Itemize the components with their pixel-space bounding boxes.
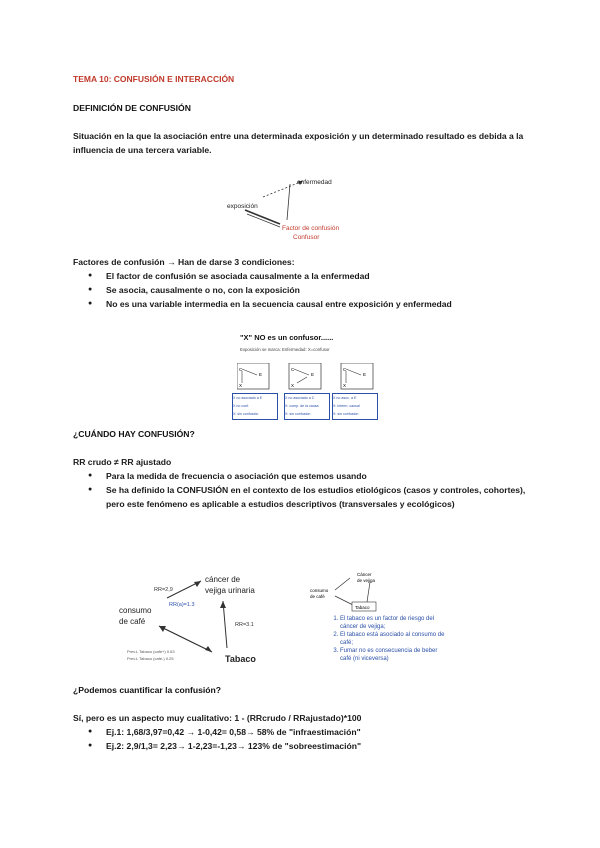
diagram2-col-1: X no asociado a E X no conf. X: sin confusión	[232, 393, 278, 420]
section-heading-cuando: ¿CUÁNDO HAY CONFUSIÓN?	[73, 429, 195, 439]
svg-text:C: C	[343, 367, 347, 372]
svg-text:RR(a)=1.3: RR(a)=1.3	[169, 602, 195, 608]
section-heading-definicion: DEFINICIÓN DE CONFUSIÓN	[73, 103, 191, 113]
list-item: ● Se asocia, causalmente o no, con la exposición	[82, 283, 542, 297]
formula-text: Sí, pero es un aspecto muy cualitativo: 1 - (RRcrudo / RRajustado)*100	[73, 713, 362, 723]
confounder-tabaco-label: Tabaco	[225, 654, 256, 664]
list-item: ● Ej.1: 1,68/3,97=0,42 → 1-0,42= 0,58→ 58% de "infraestimación"	[82, 725, 537, 739]
conditions-list	[82, 269, 542, 311]
exposure-confounder-link	[245, 210, 280, 224]
list-item: ● El factor de confusión se asociada causalmente a la enfermedad	[82, 269, 542, 283]
svg-text:RR=2,9: RR=2,9	[154, 587, 173, 593]
svg-text:C: C	[239, 367, 243, 372]
diagram2-mini-graphs	[237, 363, 377, 393]
svg-text:E: E	[363, 372, 367, 377]
disease-label-line1: cáncer de	[205, 575, 241, 584]
definition-paragraph: Situación en la que la asociación entre una determinada exposición y un determinado resultado es debida a la influencia de una tercera variable.	[73, 131, 524, 155]
confounder-label-1: Factor de confusión	[282, 225, 340, 232]
svg-text:Cáncer: Cáncer	[357, 572, 372, 577]
disease-label: enfermedad	[297, 179, 332, 186]
list-item: 3. Fumar no es consecuencia de beber café (ni viceversa)	[340, 647, 450, 663]
svg-text:X: X	[239, 383, 243, 388]
list-item: 1. El tabaco es un factor de riesgo del cáncer de vejiga;	[340, 615, 450, 631]
svg-text:Prev.L Tabaco (café-) 0.25: Prev.L Tabaco (café-) 0.25	[127, 656, 174, 661]
svg-text:de café: de café	[310, 594, 325, 599]
svg-text:E: E	[259, 372, 263, 377]
confusion-notes-list	[82, 469, 537, 511]
list-item: 2. El tabaco está asociado al consumo de café;	[340, 631, 450, 647]
disease-label-line2: vejiga urinaria	[205, 586, 255, 595]
svg-text:X: X	[343, 383, 347, 388]
conditions-intro: Factores de confusión → Han de darse 3 condiciones:	[73, 257, 295, 267]
svg-text:RR=3.1: RR=3.1	[235, 622, 254, 628]
causal-network-diagram	[305, 568, 425, 618]
diagram2-col-3: X no asoc. a E X: interm. causal X: sin confusión	[332, 393, 378, 420]
svg-text:X: X	[291, 383, 295, 388]
confounder-label-2: Confusor	[293, 234, 320, 241]
list-item: ● Para la medida de frecuencia o asociación que estemos usando	[82, 469, 537, 483]
svg-text:Prev.L Tabaco (café+) 0.63: Prev.L Tabaco (café+) 0.63	[127, 649, 175, 654]
svg-text:Tabaco: Tabaco	[355, 605, 370, 610]
confusion-diagram	[225, 172, 375, 244]
coffee-bladder-diagram	[117, 568, 287, 668]
svg-text:E: E	[311, 372, 315, 377]
non-confounder-diagram	[232, 333, 377, 418]
list-item: ● Se ha definido la CONFUSIÓN en el contexto de los estudios etiológicos (casos y controles, cohortes), pero este fenómeno es aplicable a estudios descriptivos (transversales y ecológicos)	[82, 483, 537, 511]
diagram2-subtitle: Exposición se marca: Enfermedad: X=confusor	[240, 347, 330, 352]
diagram2-title: "X" NO es un confusor......	[240, 333, 334, 342]
list-item: ● Ej.2: 2,9/1,3= 2,23→ 1-2,23=-1,23→ 123% de "sobreestimación"	[82, 739, 537, 753]
diagram2-col-2: X no asociado a C X: comp. de la causa X: sin confusión	[284, 393, 330, 420]
examples-list	[82, 725, 537, 753]
svg-text:de vejiga: de vejiga	[357, 578, 376, 583]
exposure-label: exposición	[227, 203, 258, 210]
causal-notes-list	[330, 615, 450, 663]
page-title: TEMA 10: CONFUSIÓN E INTERACCIÓN	[73, 74, 235, 84]
exposure-label-line1: consumo	[119, 606, 152, 615]
confounder-disease-arrow	[287, 184, 290, 220]
svg-text:C: C	[291, 367, 295, 372]
rr-inequality: RR crudo ≠ RR ajustado	[73, 457, 172, 467]
exposure-label-line2: de café	[119, 617, 146, 626]
section-heading-cuantificar: ¿Podemos cuantificar la confusión?	[73, 685, 222, 695]
svg-text:consumo: consumo	[310, 588, 329, 593]
list-item: ● No es una variable intermedia en la secuencia causal entre exposición y enfermedad	[82, 297, 542, 311]
